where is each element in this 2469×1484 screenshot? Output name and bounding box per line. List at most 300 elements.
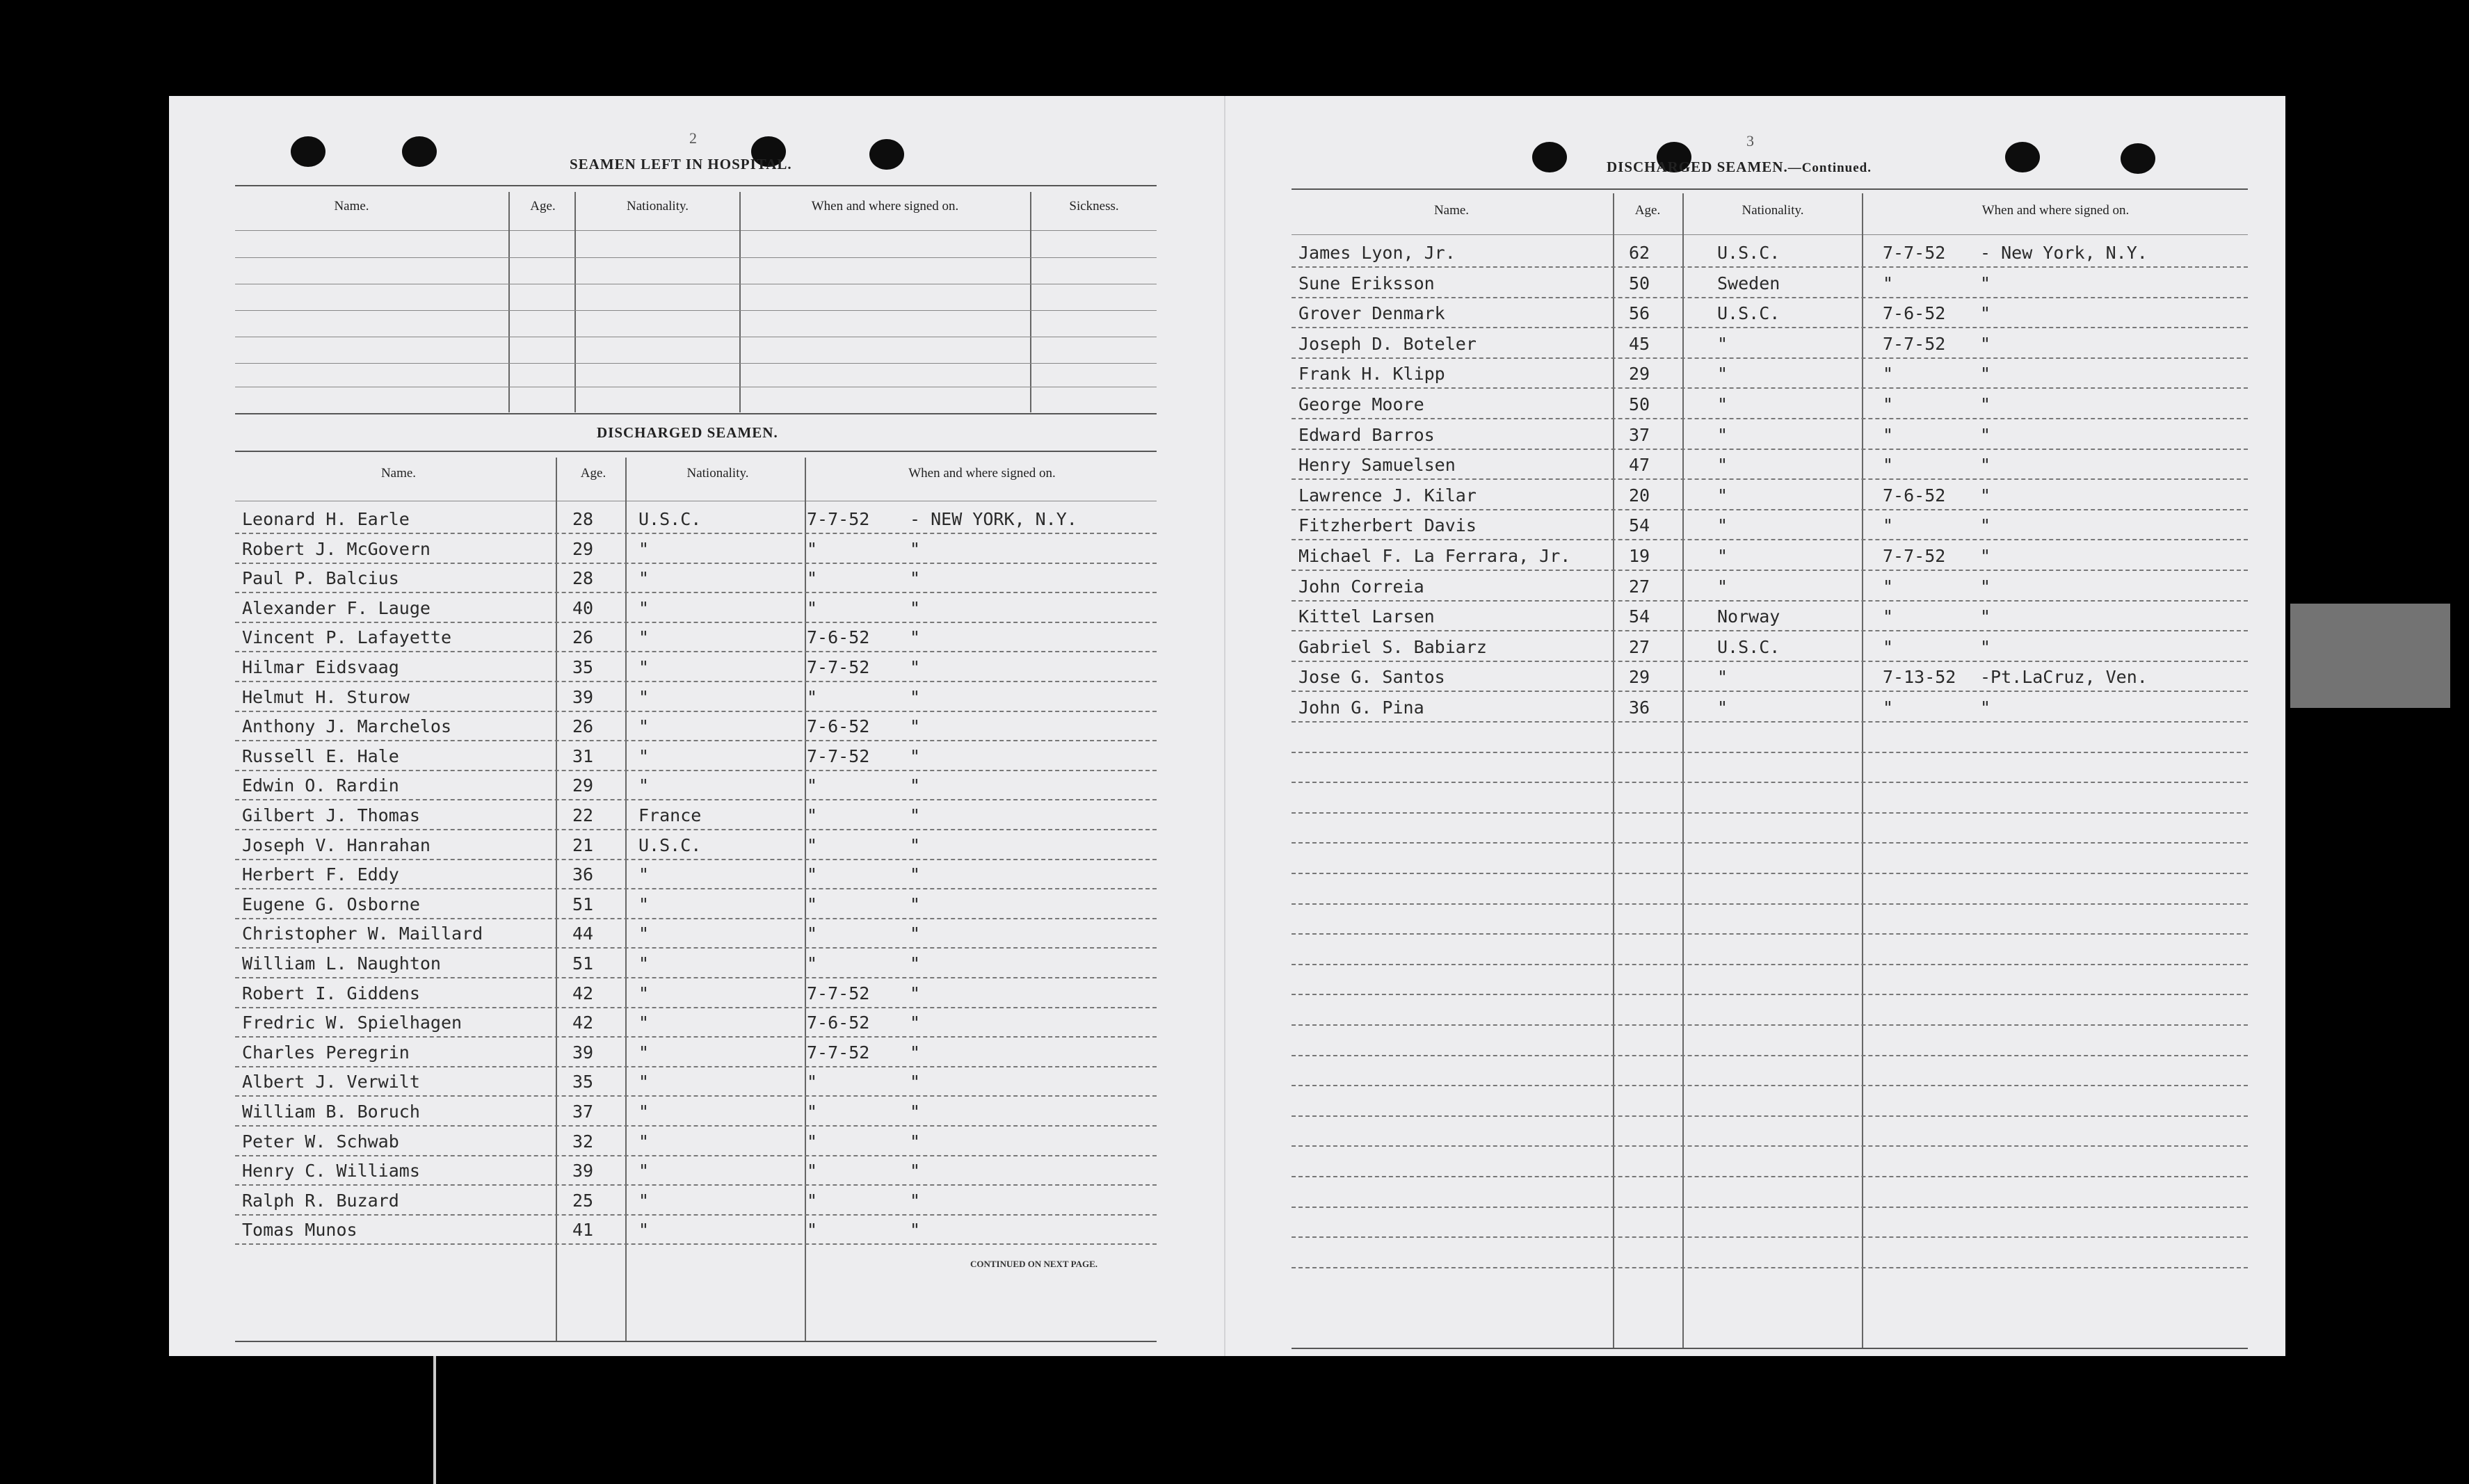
crew-age: 62 xyxy=(1629,243,1650,263)
table-row xyxy=(235,623,1157,652)
crew-name: Sune Eriksson xyxy=(1298,273,1435,293)
crew-name: Fredric W. Spielhagen xyxy=(242,1013,463,1033)
signed-on-place: " xyxy=(910,716,921,737)
table-row xyxy=(1292,1057,2248,1086)
crew-name: Paul P. Balcius xyxy=(242,568,399,589)
signed-on-date: " xyxy=(807,1131,818,1152)
crew-age: 54 xyxy=(1629,515,1650,536)
crew-age: 36 xyxy=(572,864,594,885)
signed-on-date: " xyxy=(807,775,818,796)
crew-age: 27 xyxy=(1629,576,1650,597)
crew-age: 40 xyxy=(572,597,594,618)
crew-nationality: " xyxy=(638,894,650,914)
row-rule xyxy=(1292,1145,2248,1147)
crew-age: 29 xyxy=(572,775,594,796)
crew-age: 26 xyxy=(572,627,594,648)
row-rule xyxy=(1292,539,2248,540)
crew-age: 37 xyxy=(572,1102,594,1122)
signed-on-date: " xyxy=(807,864,818,885)
table-row xyxy=(1292,511,2248,540)
crew-nationality: France xyxy=(638,805,702,825)
signed-on-date: 7-6-52 xyxy=(807,627,870,648)
row-rule xyxy=(1292,691,2248,692)
table-row xyxy=(1292,1148,2248,1177)
table-row xyxy=(1292,936,2248,965)
table-row xyxy=(235,653,1157,682)
table-row xyxy=(1292,663,2248,692)
table-row xyxy=(1292,421,2248,450)
right-table-top-rule xyxy=(1292,188,2248,190)
table-row xyxy=(235,1067,1157,1097)
row-rule xyxy=(235,1243,1157,1245)
row-rule xyxy=(1292,418,2248,419)
crew-age: 37 xyxy=(1629,424,1650,445)
table-row xyxy=(235,1038,1157,1067)
crew-age: 39 xyxy=(572,1161,594,1181)
signed-on-place: " xyxy=(910,1161,921,1181)
crew-age: 35 xyxy=(572,657,594,677)
title-continued: —Continued. xyxy=(1787,161,1872,175)
crew-age: 54 xyxy=(1629,606,1650,627)
row-rule xyxy=(1292,903,2248,905)
crew-name: Herbert F. Eddy xyxy=(242,864,399,885)
signed-on-date: 7-7-52 xyxy=(1883,546,1946,566)
crew-nationality: " xyxy=(638,1131,650,1152)
table-row xyxy=(1292,481,2248,510)
table-row xyxy=(1292,905,2248,935)
row-rule xyxy=(1292,661,2248,662)
table-row xyxy=(1292,451,2248,480)
right-table-bottom-rule xyxy=(1292,1348,2248,1349)
table-row xyxy=(1292,1209,2248,1238)
signed-on-place: " xyxy=(910,1220,921,1241)
header-age: Age. xyxy=(580,466,606,481)
signed-on-place: " xyxy=(910,864,921,885)
crew-nationality: " xyxy=(1717,546,1728,566)
signed-on-date: " xyxy=(1883,697,1894,718)
signed-on-place: " xyxy=(1980,273,1991,293)
table-row xyxy=(1292,1118,2248,1147)
crew-age: 41 xyxy=(572,1220,594,1241)
table-row xyxy=(1292,1179,2248,1208)
crew-name: Gabriel S. Babiarz xyxy=(1298,636,1487,657)
crew-age: 22 xyxy=(572,805,594,825)
table-row xyxy=(1292,693,2248,723)
crew-nationality: " xyxy=(1717,667,1728,688)
crew-age: 50 xyxy=(1629,394,1650,414)
crew-age: 51 xyxy=(572,953,594,974)
signed-on-date: " xyxy=(807,924,818,944)
discharged-section-title: DISCHARGED SEAMEN. xyxy=(597,424,778,441)
table-row xyxy=(1292,269,2248,298)
crew-nationality: " xyxy=(638,1161,650,1181)
table-row xyxy=(235,890,1157,919)
row-rule xyxy=(1292,357,2248,359)
crew-nationality: " xyxy=(638,568,650,589)
hospital-section-title: SEAMEN LEFT IN HOSPITAL. xyxy=(570,156,792,172)
table-row xyxy=(1292,1239,2248,1268)
signed-on-place: " xyxy=(910,745,921,766)
signed-on-date: " xyxy=(807,538,818,559)
table-row xyxy=(1292,542,2248,571)
table-row xyxy=(235,535,1157,564)
signed-on-place: " xyxy=(1980,333,1991,354)
crew-name: Eugene G. Osborne xyxy=(242,894,420,914)
punch-hole xyxy=(2005,142,2040,172)
row-rule xyxy=(1292,449,2248,450)
row-rule xyxy=(1292,964,2248,965)
crew-age: 29 xyxy=(572,538,594,559)
crew-name: Tomas Munos xyxy=(242,1220,357,1241)
hospital-table-bottom-rule xyxy=(235,413,1157,414)
crew-name: Grover Denmark xyxy=(1298,303,1445,324)
crew-name: Leonard H. Earle xyxy=(242,509,410,529)
punch-hole xyxy=(2121,143,2155,174)
signed-on-place: " xyxy=(910,686,921,707)
signed-on-place: " xyxy=(910,805,921,825)
signed-on-place: " xyxy=(1980,606,1991,627)
signed-on-date: 7-6-52 xyxy=(1883,303,1946,324)
table-row xyxy=(1292,602,2248,631)
crew-name: William B. Boruch xyxy=(242,1102,420,1122)
crew-name: Hilmar Eidsvaag xyxy=(242,657,399,677)
crew-name: Charles Peregrin xyxy=(242,1042,410,1063)
crew-name: Joseph V. Hanrahan xyxy=(242,834,431,855)
signed-on-place: " xyxy=(1980,394,1991,414)
signed-on-date: " xyxy=(1883,424,1894,445)
crew-nationality: " xyxy=(638,1190,650,1211)
crew-name: Robert J. McGovern xyxy=(242,538,431,559)
crew-age: 21 xyxy=(572,834,594,855)
crew-name: Gilbert J. Thomas xyxy=(242,805,420,825)
crew-age: 26 xyxy=(572,716,594,737)
crew-age: 31 xyxy=(572,745,594,766)
table-row xyxy=(235,1186,1157,1216)
crew-nationality: " xyxy=(638,745,650,766)
signed-on-place: " xyxy=(1980,697,1991,718)
row-rule xyxy=(1292,1236,2248,1238)
signed-on-place: " xyxy=(910,1102,921,1122)
crew-age: 19 xyxy=(1629,546,1650,566)
signed-on-date: 7-7-52 xyxy=(807,509,870,529)
crew-nationality: " xyxy=(1717,697,1728,718)
crew-age: 32 xyxy=(572,1131,594,1152)
table-row xyxy=(235,683,1157,712)
crew-name: Frank H. Klipp xyxy=(1298,364,1445,385)
signed-on-date: " xyxy=(1883,273,1894,293)
table-row xyxy=(235,831,1157,860)
signed-on-place: " xyxy=(1980,364,1991,385)
table-row xyxy=(235,919,1157,949)
row-rule xyxy=(1292,570,2248,571)
crew-name: Fitzherbert Davis xyxy=(1298,515,1477,536)
table-row xyxy=(235,1097,1157,1127)
table-row xyxy=(1292,876,2248,905)
crew-nationality: " xyxy=(638,953,650,974)
crew-nationality: " xyxy=(638,657,650,677)
signed-on-date: " xyxy=(807,686,818,707)
hospital-header-rule xyxy=(235,230,1157,231)
signed-on-place: " xyxy=(910,1042,921,1063)
signed-on-place: " xyxy=(910,627,921,648)
header-name: Name. xyxy=(380,466,417,481)
crew-nationality: " xyxy=(1717,333,1728,354)
right-header-age: Age. xyxy=(1634,203,1661,218)
scan-scratch xyxy=(433,1356,436,1484)
crew-nationality: U.S.C. xyxy=(1717,303,1780,324)
signed-on-date: 7-6-52 xyxy=(1883,485,1946,506)
signed-on-date: 7-7-52 xyxy=(1883,243,1946,263)
crew-nationality: " xyxy=(1717,576,1728,597)
table-row xyxy=(1292,966,2248,995)
crew-name: Henry C. Williams xyxy=(242,1161,420,1181)
continued-note: CONTINUED ON NEXT PAGE. xyxy=(970,1259,1097,1269)
table-row xyxy=(1292,299,2248,328)
crew-age: 20 xyxy=(1629,485,1650,506)
crew-nationality: " xyxy=(638,924,650,944)
crew-name: Edward Barros xyxy=(1298,424,1435,445)
crew-nationality: " xyxy=(1717,485,1728,506)
table-row xyxy=(235,1008,1157,1038)
hospital-column-divider xyxy=(739,192,741,412)
crew-name: Albert J. Verwilt xyxy=(242,1072,420,1092)
table-row xyxy=(235,1127,1157,1156)
crew-name: William L. Naughton xyxy=(242,953,441,974)
right-header-signed-on: When and where signed on. xyxy=(1981,203,2130,218)
title-text: DISCHARGED SEAMEN. xyxy=(1607,159,1788,175)
crew-nationality: " xyxy=(638,686,650,707)
crew-nationality: " xyxy=(1717,515,1728,536)
table-row xyxy=(1292,724,2248,753)
crew-age: 51 xyxy=(572,894,594,914)
signed-on-date: " xyxy=(807,597,818,618)
signed-on-date: 7-7-52 xyxy=(1883,333,1946,354)
crew-name: Robert I. Giddens xyxy=(242,983,420,1003)
table-row xyxy=(235,1216,1157,1245)
discharged-continued-title xyxy=(1607,159,1872,176)
signed-on-date: " xyxy=(807,568,818,589)
signed-on-date: " xyxy=(1883,636,1894,657)
row-rule xyxy=(1292,387,2248,389)
signed-on-date: " xyxy=(1883,576,1894,597)
signed-on-date: " xyxy=(807,805,818,825)
crew-name: Joseph D. Boteler xyxy=(1298,333,1477,354)
signed-on-date: " xyxy=(1883,394,1894,414)
crew-name: Henry Samuelsen xyxy=(1298,455,1456,476)
row-rule xyxy=(1292,1085,2248,1086)
crew-nationality: " xyxy=(638,716,650,737)
signed-on-date: " xyxy=(1883,606,1894,627)
signed-on-date: " xyxy=(807,953,818,974)
table-row xyxy=(235,771,1157,800)
signed-on-date: 7-7-52 xyxy=(807,745,870,766)
crew-nationality: " xyxy=(638,627,650,648)
signed-on-date: " xyxy=(807,894,818,914)
signed-on-date: " xyxy=(807,1161,818,1181)
crew-nationality: " xyxy=(638,864,650,885)
hospital-table-top-rule xyxy=(235,185,1157,186)
row-rule xyxy=(1292,297,2248,298)
hospital-column-divider xyxy=(574,192,576,412)
crew-nationality: U.S.C. xyxy=(638,834,702,855)
row-rule xyxy=(1292,327,2248,328)
table-row xyxy=(1292,845,2248,874)
crew-age: 27 xyxy=(1629,636,1650,657)
row-rule xyxy=(1292,1055,2248,1056)
crew-nationality: " xyxy=(638,1013,650,1033)
crew-nationality: Norway xyxy=(1717,606,1780,627)
right-header-name: Name. xyxy=(1433,203,1470,218)
discharged-table-bottom-rule xyxy=(235,1341,1157,1342)
table-row xyxy=(235,1156,1157,1186)
row-rule xyxy=(1292,1024,2248,1026)
crew-name: Lawrence J. Kilar xyxy=(1298,485,1477,506)
table-row xyxy=(235,801,1157,830)
table-row xyxy=(1292,360,2248,389)
table-row xyxy=(235,860,1157,889)
right-header-nationality: Nationality. xyxy=(1742,203,1804,218)
signed-on-place: " xyxy=(910,924,921,944)
hospital-row-rule xyxy=(235,310,1157,311)
signed-on-date: " xyxy=(807,1102,818,1122)
signed-on-place: " xyxy=(910,1072,921,1092)
crew-age: 35 xyxy=(572,1072,594,1092)
table-row xyxy=(1292,814,2248,844)
punch-hole xyxy=(869,139,904,170)
hospital-header-age: Age. xyxy=(530,199,556,213)
crew-nationality: " xyxy=(1717,455,1728,476)
crew-name: Ralph R. Buzard xyxy=(242,1190,399,1211)
crew-nationality: " xyxy=(638,597,650,618)
signed-on-place: " xyxy=(910,568,921,589)
crew-name: Russell E. Hale xyxy=(242,745,399,766)
crew-name: Edwin O. Rardin xyxy=(242,775,399,796)
crew-name: Helmut H. Sturow xyxy=(242,686,410,707)
crew-name: John Correia xyxy=(1298,576,1424,597)
table-row xyxy=(235,979,1157,1008)
signed-on-date: 7-7-52 xyxy=(807,983,870,1003)
right-header-rule xyxy=(1292,234,2248,235)
hospital-row-rule xyxy=(235,363,1157,364)
signed-on-place: " xyxy=(910,538,921,559)
crew-age: 28 xyxy=(572,568,594,589)
hospital-column-divider xyxy=(508,192,510,412)
table-row xyxy=(235,712,1157,741)
signed-on-place: " xyxy=(1980,576,1991,597)
crew-age: 50 xyxy=(1629,273,1650,293)
crew-nationality: " xyxy=(1717,364,1728,385)
crew-name: Michael F. La Ferrara, Jr. xyxy=(1298,546,1571,566)
table-row xyxy=(235,564,1157,593)
crew-age: 39 xyxy=(572,686,594,707)
crew-nationality: " xyxy=(638,1102,650,1122)
crew-age: 29 xyxy=(1629,667,1650,688)
signed-on-date: 7-7-52 xyxy=(807,1042,870,1063)
signed-on-date: " xyxy=(1883,515,1894,536)
hospital-header-signed-on: When and where signed on. xyxy=(811,199,959,213)
crew-name: Vincent P. Lafayette xyxy=(242,627,452,648)
punch-hole xyxy=(402,136,437,167)
punch-hole xyxy=(1532,142,1567,172)
signed-on-date: " xyxy=(807,834,818,855)
row-rule xyxy=(1292,478,2248,480)
signed-on-place: " xyxy=(910,834,921,855)
header-signed-on: When and where signed on. xyxy=(908,466,1056,481)
table-row xyxy=(235,949,1157,978)
signed-on-place: " xyxy=(1980,546,1991,566)
row-rule xyxy=(1292,1207,2248,1208)
crew-nationality: U.S.C. xyxy=(1717,636,1780,657)
signed-on-place: " xyxy=(1980,424,1991,445)
row-rule xyxy=(1292,994,2248,995)
page-number: 3 xyxy=(1746,132,1754,150)
table-row xyxy=(235,505,1157,534)
table-row xyxy=(1292,997,2248,1026)
signed-on-place: " xyxy=(1980,636,1991,657)
crew-nationality: U.S.C. xyxy=(1717,243,1780,263)
row-rule xyxy=(1292,782,2248,783)
crew-nationality: " xyxy=(638,1072,650,1092)
row-rule xyxy=(1292,266,2248,268)
row-rule xyxy=(1292,721,2248,723)
signed-on-date: " xyxy=(1883,455,1894,476)
signed-on-place: " xyxy=(1980,303,1991,324)
page-fold xyxy=(1224,96,1225,1356)
signed-on-place: - NEW YORK, N.Y. xyxy=(910,509,1077,529)
table-row xyxy=(235,594,1157,623)
crew-name: James Lyon, Jr. xyxy=(1298,243,1456,263)
signed-on-place: " xyxy=(910,597,921,618)
signed-on-place: " xyxy=(910,894,921,914)
crew-age: 25 xyxy=(572,1190,594,1211)
crew-nationality: " xyxy=(638,983,650,1003)
signed-on-place: " xyxy=(910,953,921,974)
table-row xyxy=(1292,1088,2248,1117)
signed-on-date: " xyxy=(1883,364,1894,385)
hospital-column-divider xyxy=(1030,192,1031,412)
crew-name: Anthony J. Marchelos xyxy=(242,716,452,737)
crew-age: 36 xyxy=(1629,697,1650,718)
hospital-header-nationality: Nationality. xyxy=(627,199,689,213)
crew-nationality: U.S.C. xyxy=(638,509,702,529)
tape-smudge xyxy=(2290,604,2450,708)
crew-age: 42 xyxy=(572,983,594,1003)
punch-hole xyxy=(291,136,325,167)
table-row xyxy=(1292,572,2248,602)
table-row xyxy=(1292,1027,2248,1056)
hospital-row-rule xyxy=(235,257,1157,258)
crew-nationality: " xyxy=(1717,424,1728,445)
crew-age: 45 xyxy=(1629,333,1650,354)
crew-nationality: " xyxy=(638,775,650,796)
row-rule xyxy=(1292,842,2248,844)
crew-nationality: " xyxy=(1717,394,1728,414)
row-rule xyxy=(1292,933,2248,935)
hospital-header-sickness: Sickness. xyxy=(1069,199,1119,213)
page-number: 2 xyxy=(689,129,697,147)
row-rule xyxy=(1292,812,2248,814)
signed-on-place: - New York, N.Y. xyxy=(1980,243,2148,263)
crew-age: 47 xyxy=(1629,455,1650,476)
hospital-header-name: Name. xyxy=(334,199,369,213)
signed-on-place: " xyxy=(1980,485,1991,506)
crew-name: George Moore xyxy=(1298,394,1424,414)
signed-on-place: " xyxy=(910,1013,921,1033)
row-rule xyxy=(1292,752,2248,753)
signed-on-date: 7-13-52 xyxy=(1883,667,1956,688)
discharged-table-top-rule xyxy=(235,451,1157,452)
crew-nationality: " xyxy=(638,1042,650,1063)
